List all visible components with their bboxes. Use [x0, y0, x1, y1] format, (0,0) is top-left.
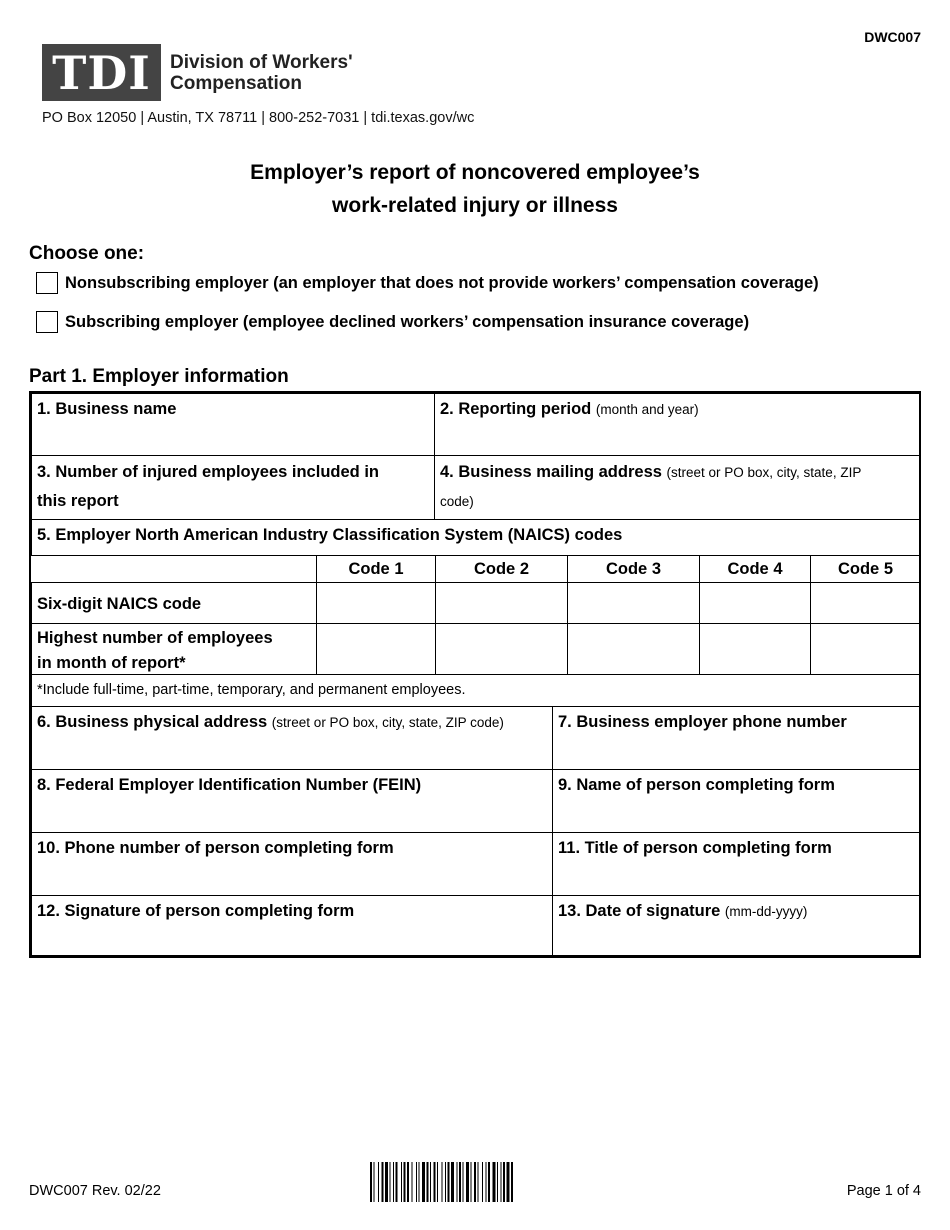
naics-label: 5. Employer North American Industry Classification System (NAICS) codes	[37, 526, 623, 544]
barcode-bar	[378, 1162, 379, 1202]
footer-page: Page 1 of 4	[846, 1183, 921, 1199]
physical-address-label: 6. Business physical address	[37, 713, 268, 731]
part1-heading: Part 1. Employer information	[29, 366, 289, 387]
logo-line-1: Division of Workers'	[170, 51, 353, 73]
employees-row-label	[31, 623, 317, 675]
mailing-address-hint: (street or PO box, city, state, ZIP	[666, 465, 862, 480]
code-4-header: Code 4	[699, 555, 811, 583]
barcode-bar	[374, 1162, 375, 1202]
nonsubscribing-checkbox[interactable]	[36, 272, 58, 294]
barcode-bar	[401, 1162, 402, 1202]
code-3-header: Code 3	[567, 555, 700, 583]
barcode-bar	[396, 1162, 398, 1202]
footer-rev: DWC007 Rev. 02/22	[29, 1183, 161, 1199]
barcode-bar	[511, 1162, 513, 1202]
naics-corner	[31, 555, 317, 583]
barcode-bar	[434, 1162, 436, 1202]
choose-one-label: Choose one:	[29, 243, 145, 264]
fein-label: 8. Federal Employer Identification Number (FEIN)	[37, 776, 422, 794]
subscribing-checkbox[interactable]	[36, 311, 58, 333]
barcode-bar	[488, 1162, 490, 1202]
signature-date-label: 13. Date of signature	[558, 902, 721, 920]
field-physical-address[interactable]	[31, 706, 553, 770]
signature-date-hint: (mm-dd-yyyy)	[724, 904, 808, 919]
employer-info-form	[29, 391, 921, 958]
employees-code-2-input[interactable]	[435, 623, 568, 675]
barcode-bar	[422, 1162, 425, 1202]
employees-code-3-input[interactable]	[567, 623, 700, 675]
barcode-bar	[385, 1162, 388, 1202]
barcode-bar	[493, 1162, 496, 1202]
barcode-bar	[474, 1162, 476, 1202]
naics-code-1-input[interactable]	[316, 582, 436, 624]
logo-abbrev: TDI	[42, 44, 161, 101]
business-name-label: 1. Business name	[37, 400, 177, 418]
barcode-bar	[471, 1162, 472, 1202]
naics-code-2-input[interactable]	[435, 582, 568, 624]
mailing-address-hint-cont: code)	[440, 494, 474, 509]
field-injured-count[interactable]	[31, 455, 435, 520]
option-subscribing[interactable]	[36, 311, 749, 333]
subscribing-label: Subscribing employer (employee declined workers’ compensation insurance coverage)	[65, 312, 750, 331]
nonsubscribing-label: Nonsubscribing employer (an employer that does not provide workers’ compensation coverage)	[65, 273, 819, 292]
barcode-bar	[459, 1162, 461, 1202]
employees-code-1-input[interactable]	[316, 623, 436, 675]
barcode-bar	[442, 1162, 443, 1202]
completer-phone-label: 10. Phone number of person completing form	[37, 839, 394, 857]
field-reporting-period[interactable]	[434, 393, 921, 456]
barcode-bar	[390, 1162, 391, 1202]
field-completer-phone[interactable]	[31, 832, 553, 896]
barcode-bar	[445, 1162, 446, 1202]
employees-code-5-input[interactable]	[810, 623, 921, 675]
employees-note: *Include full-time, part-time, temporary, and permanent employees.	[31, 674, 921, 707]
barcode-bar	[463, 1162, 464, 1202]
injured-count-line-2: this report	[37, 492, 119, 510]
field-signature[interactable]	[31, 895, 553, 957]
title-line-2: work-related injury or illness	[332, 194, 618, 217]
employer-phone-label: 7. Business employer phone number	[558, 713, 847, 731]
injured-count-line-1: 3. Number of injured employees included in	[37, 463, 379, 481]
barcode-bar	[404, 1162, 406, 1202]
barcode-bar	[503, 1162, 505, 1202]
field-employer-phone[interactable]	[552, 706, 921, 770]
completer-title-label: 11. Title of person completing form	[558, 839, 832, 857]
physical-address-hint: (street or PO box, city, state, ZIP code)	[271, 715, 504, 730]
barcode-bar	[497, 1162, 498, 1202]
employees-code-4-input[interactable]	[699, 623, 811, 675]
naics-code-4-input[interactable]	[699, 582, 811, 624]
barcode-bar	[501, 1162, 502, 1202]
six-digit-naics-label: Six-digit NAICS code	[37, 595, 202, 613]
barcode-bar	[507, 1162, 510, 1202]
naics-code-5-input[interactable]	[810, 582, 921, 624]
field-signature-date[interactable]	[552, 895, 921, 957]
field-business-name[interactable]	[31, 393, 435, 456]
code-1-header: Code 1	[316, 555, 436, 583]
tdi-logo	[42, 44, 353, 101]
barcode-bar	[486, 1162, 487, 1202]
naics-code-row-label	[31, 582, 317, 624]
option-nonsubscribing[interactable]	[36, 272, 819, 294]
barcode-bar	[430, 1162, 431, 1202]
title-line-1: Employer’s report of noncovered employee’s	[250, 161, 700, 184]
signature-label: 12. Signature of person completing form	[37, 902, 355, 920]
barcode-bar	[393, 1162, 394, 1202]
logo-text	[170, 52, 353, 94]
barcode-bar	[382, 1162, 384, 1202]
barcode-bar	[412, 1162, 413, 1202]
completer-name-label: 9. Name of person completing form	[558, 776, 835, 794]
contact-line: PO Box 12050 | Austin, TX 78711 | 800-252-7031 | tdi.texas.gov/wc	[42, 110, 475, 126]
barcode-bar	[451, 1162, 454, 1202]
barcode-bar	[448, 1162, 450, 1202]
logo-line-2: Compensation	[170, 72, 302, 94]
field-fein[interactable]	[31, 769, 553, 833]
barcode-bar	[427, 1162, 429, 1202]
field-completer-name[interactable]	[552, 769, 921, 833]
page-title	[0, 156, 950, 222]
barcode-bar	[466, 1162, 469, 1202]
barcode-bar	[482, 1162, 483, 1202]
mailing-address-label: 4. Business mailing address	[440, 463, 662, 481]
barcode-bar	[370, 1162, 372, 1202]
code-2-header: Code 2	[435, 555, 568, 583]
barcode-bar	[437, 1162, 438, 1202]
barcode-bar	[407, 1162, 409, 1202]
barcode-bar	[478, 1162, 479, 1202]
reporting-period-hint: (month and year)	[595, 402, 699, 417]
barcode-bar	[416, 1162, 417, 1202]
code-5-header: Code 5	[810, 555, 921, 583]
employees-line-2: in month of report*	[37, 654, 186, 672]
field-mailing-address[interactable]	[434, 455, 921, 520]
barcode-bar	[419, 1162, 420, 1202]
barcode-image	[370, 1162, 588, 1202]
naics-header	[31, 519, 921, 556]
form-code: DWC007	[864, 29, 921, 45]
barcode-bar	[457, 1162, 458, 1202]
reporting-period-label: 2. Reporting period	[440, 400, 592, 418]
field-completer-title[interactable]	[552, 832, 921, 896]
employees-line-1: Highest number of employees	[37, 629, 273, 647]
naics-code-3-input[interactable]	[567, 582, 700, 624]
